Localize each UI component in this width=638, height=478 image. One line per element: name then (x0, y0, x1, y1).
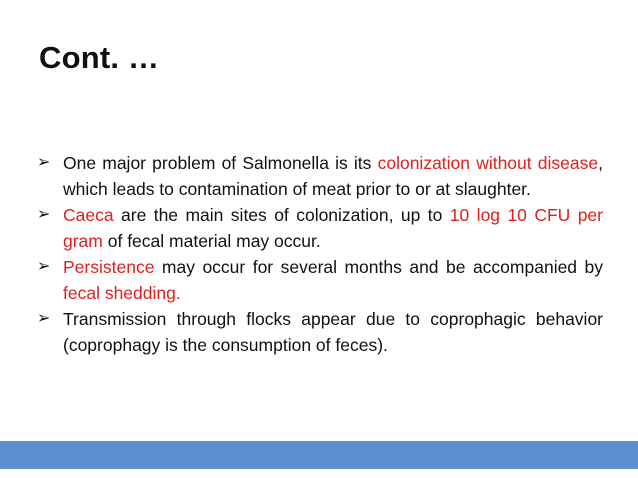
bullet-text (63, 205, 603, 251)
bullet-text (63, 309, 603, 355)
text-segment: may occur for several months and be accompanied by (154, 257, 603, 277)
footer-bar (0, 441, 638, 469)
bullet-list (37, 150, 603, 358)
bullet-text (63, 153, 603, 199)
highlight-segment: 10 log 10 CFU per gram (63, 205, 603, 251)
arrow-right-icon: ➢ (37, 258, 51, 275)
text-segment: are the main sites of colonization, up to (113, 205, 450, 225)
highlight-segment: colonization without disease (377, 153, 599, 173)
arrow-right-icon: ➢ (37, 206, 51, 223)
bullet-item (37, 202, 603, 254)
bullet-item (37, 254, 603, 306)
highlight-segment: Persistence (63, 257, 155, 277)
text-segment: of fecal material may occur. (102, 231, 321, 251)
arrow-right-icon: ➢ (37, 154, 51, 171)
highlight-segment: Caeca (63, 205, 114, 225)
bullet-item (37, 306, 603, 358)
text-segment: One major problem of Salmonella is its (63, 153, 378, 173)
arrow-right-icon: ➢ (37, 310, 51, 327)
bullet-item (37, 150, 603, 202)
text-segment: , which leads to contamination of meat prior to or at slaughter. (63, 153, 604, 199)
text-segment: Transmission through flocks appear due to coprophagic behavior (coprophagy is the consumption of feces). (63, 309, 603, 355)
bullet-text (63, 257, 603, 303)
slide-title: Cont. … (39, 40, 160, 75)
highlight-segment: fecal shedding. (63, 283, 181, 303)
